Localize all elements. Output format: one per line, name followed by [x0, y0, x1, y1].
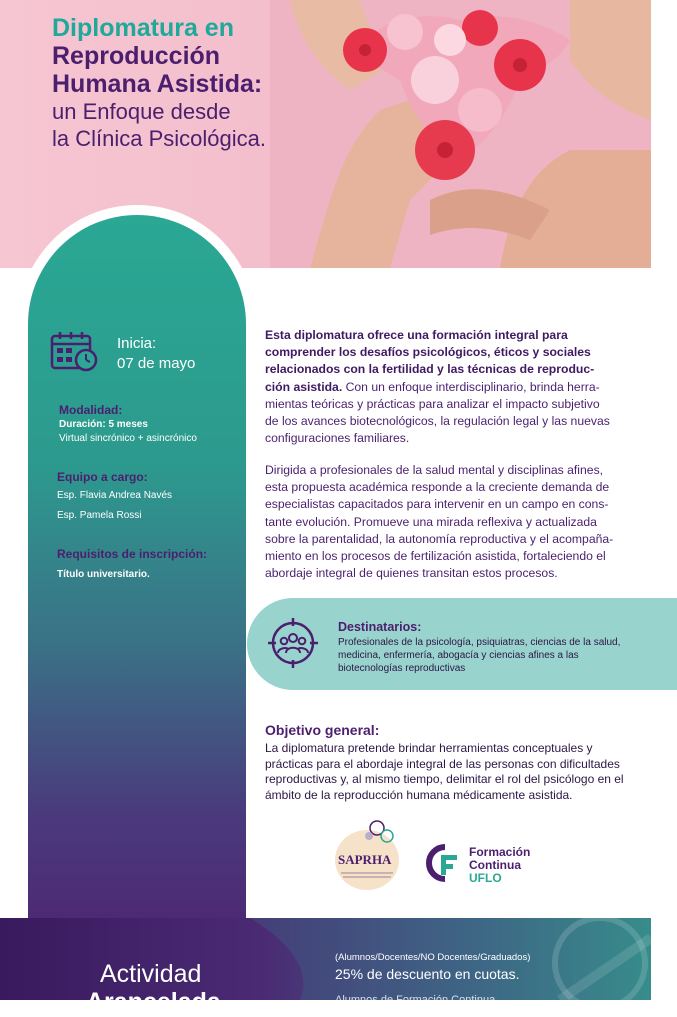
intro-line: mientas teóricas y prácticas para analizar el impacto subjetivo — [265, 396, 600, 411]
intro-line: ción asistida. — [265, 379, 343, 394]
equipo-member-2: Esp. Pamela Rossi — [57, 510, 142, 521]
title-line-1: Diplomatura en — [52, 14, 234, 42]
objetivo-text: La diplomatura pretende brindar herramientas conceptuales y prácticas para el abordaje integral de las personas con dificultades reproductivas y, al mismo tiempo, delimitar el rol del psicólogo en el ámbito de la reproducción humana médicamente asistida. — [265, 741, 624, 802]
intro-line: comprender los desafíos psicológicos, éticos y sociales — [265, 345, 591, 360]
intro-line: Con un enfoque interdisciplinario, brinda herra- — [342, 379, 600, 394]
intro-paragraph — [265, 327, 630, 447]
uflo-logo-line-1: Formación — [469, 845, 531, 859]
modalidad-duration: Duración: 5 meses — [59, 419, 148, 430]
start-date: 07 de mayo — [117, 355, 196, 372]
modalidad-mode: Virtual sincrónico + asincrónico — [59, 433, 197, 444]
intro-line: relacionados con la fertilidad y las técnicas de reproduc- — [265, 362, 595, 377]
objetivo-title: Objetivo general: — [265, 722, 380, 738]
footer-banner — [0, 918, 651, 1016]
discount-audience: (Alumnos/Docentes/NO Docentes/Graduados) — [335, 952, 531, 963]
intro-line: Esta diplomatura ofrece una formación integral para — [265, 328, 568, 342]
title-line-3: Humana Asistida: — [52, 70, 263, 98]
equipo-member-1: Esp. Flavia Andrea Navés — [57, 490, 173, 501]
audience-line: tante evolución. Promueve una mirada reflexiva y actualizada — [265, 514, 597, 529]
equipo-heading: Equipo a cargo: — [57, 470, 148, 484]
page-title — [52, 14, 352, 152]
audience-line: Dirigida a profesionales de la salud mental y disciplinas afines, — [265, 463, 604, 477]
audience-line: abordaje integral de quienes transitan estos procesos. — [265, 566, 558, 581]
uflo-logo-line-3: UFLO — [469, 871, 502, 885]
audience-paragraph — [265, 462, 630, 582]
start-label: Inicia: — [117, 335, 157, 352]
title-line-2: Reproducción — [52, 42, 221, 70]
actividad-line-1: Actividad — [100, 960, 202, 988]
title-line-4: un Enfoque desde — [52, 99, 231, 124]
requisitos-heading: Requisitos de inscripción: — [57, 547, 208, 561]
title-line-5: la Clínica Psicológica. — [52, 126, 266, 151]
calendar-clock-icon — [50, 330, 100, 372]
destinatarios-text: Profesionales de la psicología, psiquiatras, ciencias de la salud, medicina, enfermería, abogacía y ciencias afines a las biotecnologías reproductivas — [338, 637, 621, 674]
audience-line: esta propuesta académica responde a la creciente demanda de — [265, 480, 610, 495]
actividad-line-2: Arancelada — [86, 988, 221, 1016]
discount-text: 25% de descuento en cuotas. — [335, 966, 520, 982]
intro-line: configuraciones familiares. — [265, 431, 410, 446]
saprha-logo-text: SAPRHA — [338, 852, 392, 867]
audience-target-icon — [267, 617, 319, 669]
audience-line: miento en los procesos de fertilización asistida, fortaleciendo el — [265, 549, 606, 564]
uflo-logo-icon — [425, 843, 461, 883]
requisitos-text: Título universitario. — [57, 569, 150, 580]
intro-line: de los avances biotecnológicos, la regulación legal y las nuevas — [265, 414, 610, 429]
destinatarios-title: Destinatarios: — [338, 620, 422, 634]
modalidad-heading: Modalidad: — [59, 403, 123, 417]
audience-line: sobre la parentalidad, la autonomía reproductiva y el acompaña- — [265, 531, 614, 546]
info-arch — [28, 215, 246, 920]
discount-note: Alumnos de Formación Continua — [335, 994, 496, 1006]
uflo-logo-line-2: Continua — [469, 858, 521, 872]
audience-line: especialistas capacitados para intervenir en un campo en cons- — [265, 497, 609, 512]
